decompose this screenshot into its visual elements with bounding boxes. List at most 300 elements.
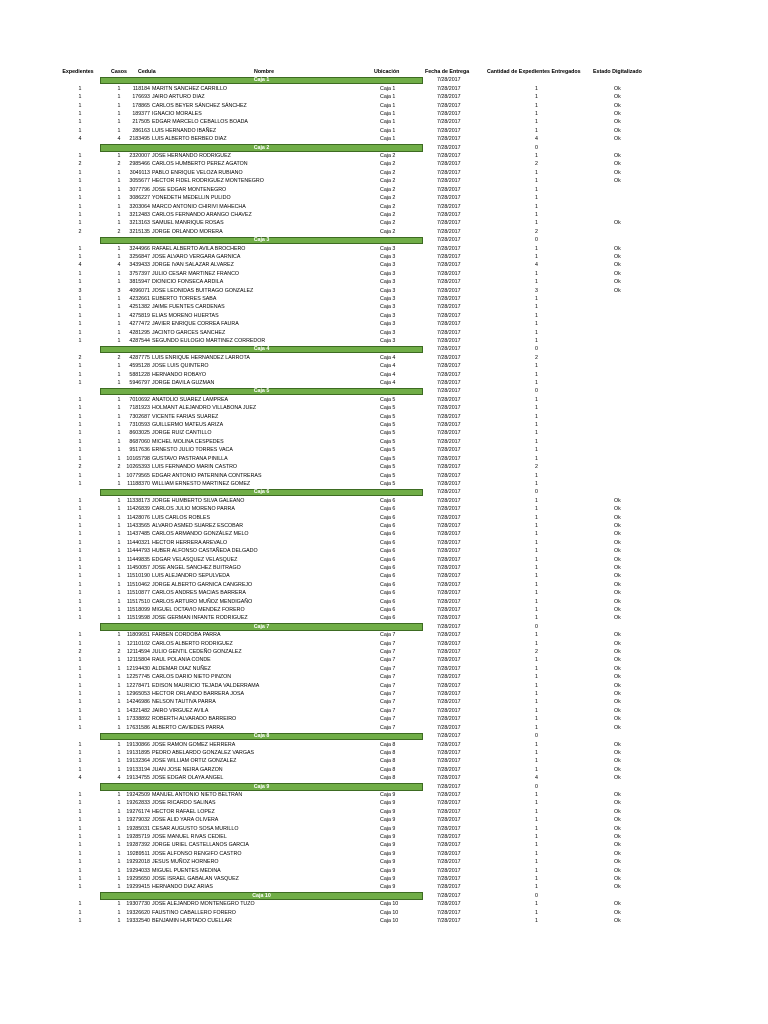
date-cell: 7/28/2017: [437, 623, 461, 630]
date-cell: 7/28/2017: [437, 564, 461, 571]
ubicacion-cell: Caja 6: [380, 514, 396, 521]
estado-cell: Ok: [614, 615, 621, 622]
nombre-cell: JULIO GENTIL CEDEÑO GONZALEZ: [152, 649, 242, 656]
count-cell: 1: [535, 186, 538, 193]
casos-cell: 1: [117, 220, 121, 227]
date-cell: 7/28/2017: [437, 144, 461, 151]
cedula-cell: 14246986: [126, 699, 150, 706]
ubicacion-cell: Caja 9: [380, 850, 396, 857]
casos-cell: 1: [117, 640, 121, 647]
nombre-cell: JAIRO ARTURO DIAZ: [152, 94, 205, 101]
count-cell: 1: [535, 548, 538, 555]
count-cell: 1: [535, 581, 538, 588]
expedientes-cell: 1: [78, 178, 82, 185]
expedientes-cell: 2: [78, 649, 82, 656]
date-cell: 7/28/2017: [437, 111, 461, 118]
expedientes-cell: 1: [78, 304, 82, 311]
count-cell: 1: [535, 808, 538, 815]
nombre-cell: JOSE ALFONSO RENGIFO CASTRO: [152, 850, 242, 857]
ubicacion-cell: Caja 6: [380, 539, 396, 546]
estado-cell: Ok: [614, 220, 621, 227]
casos-cell: 1: [117, 564, 121, 571]
date-cell: 7/28/2017: [437, 455, 461, 462]
cedula-cell: 7310593: [129, 422, 150, 429]
estado-cell: Ok: [614, 564, 621, 571]
nombre-cell: MARCO ANTONIO CHIRIVI MAHECHA: [152, 203, 246, 210]
table-row: [0, 547, 768, 555]
casos-cell: 1: [117, 556, 121, 563]
table-row: [0, 295, 768, 303]
nombre-cell: FAUSTINO CABALLERO FORERO: [152, 909, 236, 916]
estado-cell: Ok: [614, 169, 621, 176]
estado-cell: Ok: [614, 842, 621, 849]
expedientes-cell: 1: [78, 817, 82, 824]
estado-cell: Ok: [614, 514, 621, 521]
estado-cell: Ok: [614, 741, 621, 748]
count-cell: 1: [535, 396, 538, 403]
expedientes-cell: 1: [78, 312, 82, 319]
date-cell: 7/28/2017: [437, 169, 461, 176]
cedula-cell: 19292018: [126, 859, 150, 866]
nombre-cell: WILLIAM ERNESTO MARTINEZ GOMEZ: [152, 480, 251, 487]
count-cell: 4: [535, 262, 538, 269]
col-header-fecha: Fecha de Entrega: [425, 69, 470, 75]
expedientes-cell: 4: [78, 262, 82, 269]
cedula-cell: 19132364: [126, 758, 150, 765]
table-row: [0, 867, 768, 875]
table-row: [0, 118, 768, 126]
casos-cell: 1: [117, 724, 121, 731]
table-row: [0, 564, 768, 572]
date-cell: 7/28/2017: [437, 270, 461, 277]
cedula-cell: 8687060: [129, 438, 150, 445]
date-cell: 7/28/2017: [437, 237, 461, 244]
estado-cell: Ok: [614, 724, 621, 731]
cedula-cell: 19262833: [126, 800, 150, 807]
expedientes-cell: 1: [78, 506, 82, 513]
expedientes-cell: 1: [78, 918, 82, 925]
cedula-cell: 4595128: [129, 363, 150, 370]
expedientes-cell: 2: [78, 354, 82, 361]
cedula-cell: 7010692: [129, 396, 150, 403]
count-cell: 0: [535, 346, 538, 353]
group-header-row: [0, 892, 768, 900]
group-label: Caja 5: [253, 388, 270, 395]
ubicacion-cell: Caja 2: [380, 153, 396, 160]
count-cell: 4: [535, 775, 538, 782]
date-cell: 7/28/2017: [437, 859, 461, 866]
table-row: [0, 606, 768, 614]
ubicacion-cell: Caja 2: [380, 228, 396, 235]
cedula-cell: 19299415: [126, 884, 150, 891]
date-cell: 7/28/2017: [437, 312, 461, 319]
cedula-cell: 4281295: [129, 329, 150, 336]
expedientes-cell: 1: [78, 422, 82, 429]
cedula-cell: 11449835: [126, 556, 150, 563]
nombre-cell: CARLOS HUMBERTO PEREZ AGATON: [152, 161, 248, 168]
expedientes-cell: 1: [78, 195, 82, 202]
table-row: [0, 85, 768, 93]
date-cell: 7/28/2017: [437, 817, 461, 824]
expedientes-cell: 1: [78, 741, 82, 748]
expedientes-cell: 1: [78, 909, 82, 916]
casos-cell: 1: [117, 699, 121, 706]
table-row: [0, 707, 768, 715]
nombre-cell: HERNANDO DIAZ ARIAS: [152, 884, 213, 891]
nombre-cell: MANUEL ANTONIO NIETO BELTRAN: [152, 791, 243, 798]
casos-cell: 1: [117, 674, 121, 681]
casos-cell: 1: [117, 380, 121, 387]
table-row: [0, 371, 768, 379]
table-row: [0, 270, 768, 278]
table-row: [0, 589, 768, 597]
table-row: [0, 228, 768, 236]
expedientes-cell: 1: [78, 573, 82, 580]
nombre-cell: JOSE LUIS QUINTERO: [152, 363, 209, 370]
expedientes-cell: 1: [78, 497, 82, 504]
casos-cell: 1: [117, 548, 121, 555]
nombre-cell: HECTOR HERRERA AREVALO: [152, 539, 228, 546]
count-cell: 1: [535, 884, 538, 891]
expedientes-cell: 1: [78, 691, 82, 698]
expedientes-cell: 1: [78, 522, 82, 529]
date-cell: 7/28/2017: [437, 253, 461, 260]
nombre-cell: FARBEN CORDOBA PARRA: [152, 632, 221, 639]
casos-cell: 1: [117, 859, 121, 866]
cedula-cell: 217505: [132, 119, 150, 126]
table-row: [0, 312, 768, 320]
cedula-cell: 5881228: [129, 371, 150, 378]
expedientes-cell: 1: [78, 169, 82, 176]
casos-cell: 1: [117, 598, 121, 605]
date-cell: 7/28/2017: [437, 363, 461, 370]
nombre-cell: CARLOS JULIO MORENO PARRA: [152, 506, 235, 513]
cedula-cell: 12194430: [126, 665, 150, 672]
estado-cell: Ok: [614, 682, 621, 689]
table-row: [0, 303, 768, 311]
date-cell: 7/28/2017: [437, 245, 461, 252]
expedientes-cell: 1: [78, 119, 82, 126]
date-cell: 7/28/2017: [437, 388, 461, 395]
date-cell: 7/28/2017: [437, 161, 461, 168]
estado-cell: Ok: [614, 758, 621, 765]
casos-cell: 1: [117, 447, 121, 454]
count-cell: 1: [535, 522, 538, 529]
table-row: [0, 421, 768, 429]
date-cell: 7/28/2017: [437, 464, 461, 471]
nombre-cell: HECTOR FIDEL RODRIGUEZ MONTENEGRO: [152, 178, 264, 185]
count-cell: 1: [535, 918, 538, 925]
group-header-row: [0, 732, 768, 740]
ubicacion-cell: Caja 6: [380, 607, 396, 613]
date-cell: 7/28/2017: [437, 724, 461, 731]
cedula-cell: 11510877: [126, 590, 150, 597]
table-row: [0, 514, 768, 522]
table-row: [0, 572, 768, 580]
ubicacion-cell: Caja 1: [380, 94, 396, 101]
nombre-cell: RAUL POLANIA CONDE: [152, 657, 211, 664]
casos-cell: 1: [117, 825, 121, 832]
group-header-row: [0, 144, 768, 152]
ubicacion-cell: Caja 7: [380, 691, 396, 698]
cedula-cell: 4251382: [129, 304, 150, 311]
casos-cell: 1: [117, 363, 121, 370]
casos-cell: 1: [117, 253, 121, 260]
cedula-cell: 19242509: [126, 791, 150, 798]
estado-cell: Ok: [614, 287, 621, 294]
expedientes-cell: 1: [78, 472, 82, 479]
count-cell: 1: [535, 195, 538, 202]
casos-cell: 1: [117, 127, 121, 134]
expedientes-cell: 1: [78, 842, 82, 849]
count-cell: 1: [535, 85, 538, 92]
expedientes-cell: 1: [78, 548, 82, 555]
expedientes-cell: 1: [78, 833, 82, 840]
estado-cell: Ok: [614, 153, 621, 160]
cedula-cell: 3439433: [129, 262, 150, 269]
cedula-cell: 10165798: [126, 455, 150, 462]
expedientes-cell: 1: [78, 724, 82, 731]
date-cell: 7/28/2017: [437, 783, 461, 790]
nombre-cell: EDGAR VELASQUEZ VELASQUEZ: [152, 556, 238, 563]
table-row: [0, 211, 768, 219]
spreadsheet: [0, 68, 768, 925]
date-cell: 7/28/2017: [437, 127, 461, 134]
nombre-cell: ALBERTO CAVIEDES PARRA: [152, 724, 224, 731]
ubicacion-cell: Caja 6: [380, 590, 396, 597]
expedientes-cell: 4: [78, 775, 82, 782]
ubicacion-cell: Caja 5: [380, 405, 396, 412]
nombre-cell: JOSE HERNANDO RODRIGUEZ: [152, 153, 231, 160]
table-row: [0, 455, 768, 463]
date-cell: 7/28/2017: [437, 262, 461, 269]
expedientes-cell: 1: [78, 85, 82, 92]
nombre-cell: CARLOS ALBERTO RODRIGUEZ: [152, 640, 233, 647]
nombre-cell: EUBERTO TORRES SABA: [152, 295, 217, 302]
table-row: [0, 219, 768, 227]
table-row: [0, 766, 768, 774]
casos-cell: 1: [117, 539, 121, 546]
estado-cell: Ok: [614, 817, 621, 824]
table-row: [0, 724, 768, 732]
table-row: [0, 614, 768, 622]
expedientes-cell: 1: [78, 640, 82, 647]
table-row: [0, 354, 768, 362]
table-row: [0, 858, 768, 866]
cedula-cell: 19295650: [126, 876, 150, 882]
ubicacion-cell: Caja 1: [380, 119, 396, 126]
nombre-cell: JORGE ALBERTO GARNICA CANGREJO: [152, 581, 253, 588]
date-cell: 7/28/2017: [437, 85, 461, 92]
nombre-cell: SEGUNDO EULOGIO MARTINEZ CORREDOR: [152, 338, 266, 344]
nombre-cell: HERNANDO ROBAYO: [152, 371, 207, 378]
table-row: [0, 160, 768, 168]
count-cell: 1: [535, 245, 538, 252]
col-header-casos: Casos: [111, 69, 127, 75]
ubicacion-cell: Caja 3: [380, 312, 396, 319]
count-cell: 1: [535, 640, 538, 647]
casos-cell: 4: [117, 775, 121, 782]
estado-cell: Ok: [614, 270, 621, 277]
ubicacion-cell: Caja 1: [380, 102, 396, 109]
nombre-cell: ALVARO ASMED SUAREZ ESCOBAR: [152, 522, 244, 529]
expedientes-cell: 1: [78, 556, 82, 563]
count-cell: 1: [535, 312, 538, 319]
expedientes-cell: 1: [78, 211, 82, 218]
expedientes-cell: 1: [78, 480, 82, 487]
estado-cell: Ok: [614, 497, 621, 504]
date-cell: 7/28/2017: [437, 607, 461, 613]
cedula-cell: 19285031: [126, 825, 150, 832]
ubicacion-cell: Caja 5: [380, 447, 396, 454]
table-row: [0, 673, 768, 681]
count-cell: 1: [535, 531, 538, 538]
ubicacion-cell: Caja 3: [380, 287, 396, 294]
table-row: [0, 883, 768, 891]
table-row: [0, 261, 768, 269]
ubicacion-cell: Caja 6: [380, 548, 396, 555]
ubicacion-cell: Caja 9: [380, 884, 396, 891]
nombre-cell: CESAR AUGUSTO SOSA MURILLO: [152, 825, 239, 832]
nombre-cell: MICHEL MOLINA CESPEDES: [152, 438, 224, 445]
cedula-cell: 3244966: [129, 245, 150, 252]
table-row: [0, 93, 768, 101]
table-row: [0, 287, 768, 295]
cedula-cell: 12257745: [126, 674, 150, 681]
date-cell: 7/28/2017: [437, 354, 461, 361]
ubicacion-cell: Caja 6: [380, 564, 396, 571]
table-row: [0, 656, 768, 664]
date-cell: 7/28/2017: [437, 279, 461, 286]
count-cell: 1: [535, 111, 538, 118]
table-row: [0, 362, 768, 370]
cedula-cell: 19285719: [126, 833, 150, 840]
nombre-cell: ALDEMAR DIAZ NUÑEZ: [152, 665, 211, 672]
expedientes-cell: 1: [78, 338, 82, 344]
count-cell: 1: [535, 405, 538, 412]
cedula-cell: 19279032: [126, 817, 150, 824]
ubicacion-cell: Caja 9: [380, 800, 396, 807]
nombre-cell: CARLOS ANDRES MACIAS BARRERA: [152, 590, 246, 597]
expedientes-cell: 4: [78, 136, 82, 143]
table-row: [0, 825, 768, 833]
table-row: [0, 631, 768, 639]
casos-cell: 1: [117, 682, 121, 689]
ubicacion-cell: Caja 9: [380, 859, 396, 866]
nombre-cell: RAFAEL ALBERTO AVILA BROCHERO: [152, 245, 246, 252]
cedula-cell: 17631586: [126, 724, 150, 731]
date-cell: 7/28/2017: [437, 548, 461, 555]
col-header-expedientes: Expedientes: [62, 69, 94, 75]
ubicacion-cell: Caja 7: [380, 724, 396, 731]
estado-cell: Ok: [614, 548, 621, 555]
cedula-cell: 10265393: [126, 464, 150, 471]
nombre-cell: JOSE ALVARO VERGARA GARNICA: [152, 253, 241, 260]
count-cell: 1: [535, 859, 538, 866]
cedula-cell: 3757397: [129, 270, 150, 277]
ubicacion-cell: Caja 7: [380, 682, 396, 689]
table-row: [0, 505, 768, 513]
estado-cell: Ok: [614, 825, 621, 832]
ubicacion-cell: Caja 3: [380, 253, 396, 260]
count-cell: 0: [535, 783, 538, 790]
date-cell: 7/28/2017: [437, 338, 461, 344]
casos-cell: 1: [117, 581, 121, 588]
nombre-cell: NELSON TAUTIVA PARRA: [152, 699, 216, 706]
estado-cell: Ok: [614, 102, 621, 109]
count-cell: 0: [535, 892, 538, 899]
nombre-cell: JORGE RUIZ CANTILLO: [152, 430, 212, 437]
date-cell: 7/28/2017: [437, 497, 461, 504]
casos-cell: 1: [117, 665, 121, 672]
nombre-cell: JOSE RICARDO SALINAS: [152, 800, 216, 807]
casos-cell: 1: [117, 279, 121, 286]
cedula-cell: 189377: [132, 111, 150, 118]
expedientes-cell: 1: [78, 329, 82, 336]
table-row: [0, 875, 768, 883]
cedula-cell: 5946797: [129, 380, 150, 387]
casos-cell: 1: [117, 371, 121, 378]
casos-cell: 1: [117, 632, 121, 639]
nombre-cell: JOSE GERMAN INFANTE RODRIGUEZ: [152, 615, 248, 622]
count-cell: 1: [535, 724, 538, 731]
casos-cell: 1: [117, 153, 121, 160]
expedientes-cell: 2: [78, 228, 82, 235]
nombre-cell: LUIS ENRIQUE HERNANDEZ LARROTA: [152, 354, 250, 361]
ubicacion-cell: Caja 4: [380, 363, 396, 370]
nombre-cell: IGNACIO MORALES: [152, 111, 202, 118]
expedientes-cell: 1: [78, 682, 82, 689]
ubicacion-cell: Caja 5: [380, 464, 396, 471]
ubicacion-cell: Caja 3: [380, 295, 396, 302]
casos-cell: 1: [117, 195, 121, 202]
expedientes-cell: 1: [78, 850, 82, 857]
date-cell: 7/28/2017: [437, 329, 461, 336]
expedientes-cell: 1: [78, 564, 82, 571]
date-cell: 7/28/2017: [437, 640, 461, 647]
expedientes-cell: 1: [78, 859, 82, 866]
cedula-cell: 7181923: [129, 405, 150, 412]
nombre-cell: BENJAMIN HURTADO CUELLAR: [152, 918, 232, 925]
nombre-cell: JAIME FUENTES CARDENAS: [152, 304, 225, 311]
expedientes-cell: 1: [78, 632, 82, 639]
expedientes-cell: 1: [78, 396, 82, 403]
count-cell: 1: [535, 539, 538, 546]
table-row: [0, 808, 768, 816]
cedula-cell: 11433565: [126, 522, 150, 529]
table-row: [0, 530, 768, 538]
casos-cell: 1: [117, 405, 121, 412]
date-cell: 7/28/2017: [437, 220, 461, 227]
expedientes-cell: 1: [78, 531, 82, 538]
date-cell: 7/28/2017: [437, 682, 461, 689]
estado-cell: Ok: [614, 691, 621, 698]
expedientes-cell: 1: [78, 699, 82, 706]
table-row: [0, 404, 768, 412]
date-cell: 7/28/2017: [437, 195, 461, 202]
estado-cell: Ok: [614, 775, 621, 782]
casos-cell: 1: [117, 245, 121, 252]
ubicacion-cell: Caja 7: [380, 707, 396, 714]
count-cell: 1: [535, 211, 538, 218]
count-cell: 1: [535, 632, 538, 639]
casos-cell: 1: [117, 918, 121, 925]
date-cell: 7/28/2017: [437, 733, 461, 740]
table-row: [0, 850, 768, 858]
count-cell: 1: [535, 480, 538, 487]
date-cell: 7/28/2017: [437, 598, 461, 605]
ubicacion-cell: Caja 8: [380, 741, 396, 748]
